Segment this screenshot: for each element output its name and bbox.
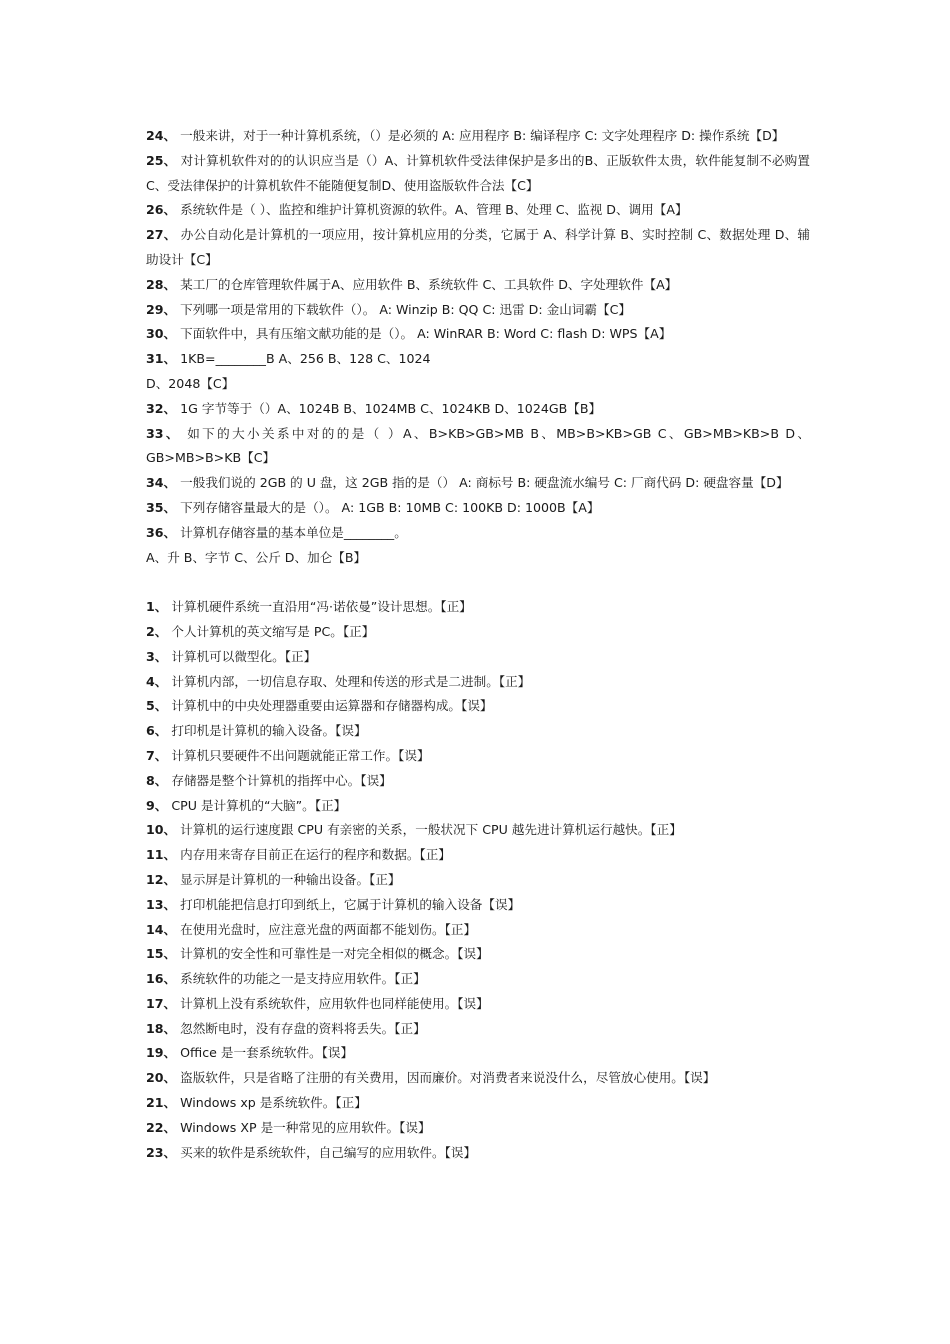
question-item: [146, 397, 810, 422]
question-text: 下列存储容量最大的是（）。 A: 1GB B: 10MB C: 100KB D: 1000B【A】: [176, 499, 600, 515]
statement-item: [146, 992, 810, 1017]
question-text: 一般我们说的 2GB 的 U 盘，这 2GB 指的是（） A: 商标号 B: 硬盘流水编号 C: 厂商代码 D: 硬盘容量【D】: [176, 475, 789, 491]
question-item: [146, 223, 810, 273]
true-false-section: [146, 595, 810, 1165]
question-number: 6、: [146, 723, 168, 739]
question-number: 16、: [146, 971, 177, 987]
statement-item: [146, 918, 810, 943]
question-number: 14、: [146, 921, 177, 937]
question-number: 3、: [146, 648, 168, 664]
question-number: 31、: [146, 351, 177, 367]
statement-item: [146, 620, 810, 645]
document-body: [146, 124, 810, 1165]
question-text: D、2048【C】: [146, 375, 235, 391]
question-number: 26、: [146, 202, 177, 218]
statement-item: [146, 893, 810, 918]
question-number: 19、: [146, 1045, 177, 1061]
question-number: 10、: [146, 822, 177, 838]
question-number: 15、: [146, 946, 177, 962]
question-number: 13、: [146, 896, 177, 912]
statement-item: [146, 1141, 810, 1166]
statement-item: [146, 1041, 810, 1066]
question-text: 计算机的运行速度跟 CPU 有亲密的关系，一般状况下 CPU 越先进计算机运行越快。【正】: [176, 822, 682, 838]
statement-item: [146, 794, 810, 819]
statement-item: [146, 1091, 810, 1116]
question-number: 12、: [146, 871, 177, 887]
question-item: [146, 471, 810, 496]
question-number: 11、: [146, 847, 177, 863]
question-item: [146, 521, 810, 546]
question-number: 7、: [146, 747, 168, 763]
question-item: [146, 298, 810, 323]
question-text: 计算机只要硬件不出问题就能正常工作。【误】: [167, 747, 430, 763]
question-number: 8、: [146, 772, 168, 788]
statement-item: [146, 719, 810, 744]
question-number: 32、: [146, 400, 177, 416]
question-number: 23、: [146, 1144, 177, 1160]
question-number: 27、: [146, 227, 177, 243]
statement-item: [146, 1017, 810, 1042]
question-text: 内存用来寄存目前正在运行的程序和数据。【正】: [176, 847, 451, 863]
question-number: 1、: [146, 599, 168, 615]
question-text: 系统软件是（ ）、监控和维护计算机资源的软件。A、管理 B、处理 C、监视 D、调用【A】: [176, 202, 688, 218]
question-text: 个人计算机的英文缩写是 PC。【正】: [167, 623, 375, 639]
multiple-choice-section: [146, 124, 810, 570]
statement-item: [146, 694, 810, 719]
question-item: [146, 347, 810, 372]
question-item: [146, 198, 810, 223]
question-number: 18、: [146, 1020, 177, 1036]
question-text: 计算机硬件系统一直沿用“冯·诺依曼”设计思想。【正】: [167, 599, 472, 615]
question-text: 对计算机软件对的的认识应当是（）A、计算机软件受法律保护是多出的B、正版软件太贵，软件能复制不必购置C、受法律保护的计算机软件不能随便复制D、使用盗版软件合法【C】: [146, 152, 810, 193]
statement-item: [146, 843, 810, 868]
question-text: 1G 字节等于（）A、1024B B、1024MB C、1024KB D、1024GB【B】: [176, 400, 602, 416]
question-number: 35、: [146, 499, 177, 515]
question-number: 17、: [146, 995, 177, 1011]
question-text: Office 是一套系统软件。【误】: [176, 1045, 354, 1061]
question-item: [146, 322, 810, 347]
question-number: 24、: [146, 128, 177, 143]
question-text: 计算机可以微型化。【正】: [167, 648, 317, 664]
question-text: 计算机中的中央处理器重要由运算器和存储器构成。【误】: [167, 698, 493, 714]
question-item: [146, 372, 810, 397]
statement-item: [146, 1066, 810, 1091]
question-text: 在使用光盘时，应注意光盘的两面都不能划伤。【正】: [176, 921, 477, 937]
statement-item: [146, 670, 810, 695]
statement-item: [146, 967, 810, 992]
question-item: [146, 124, 810, 149]
question-text: 系统软件的功能之一是支持应用软件。【正】: [176, 971, 426, 987]
question-item: [146, 496, 810, 521]
question-number: 30、: [146, 326, 177, 342]
question-text: 某工厂的仓库管理软件属于A、应用软件 B、系统软件 C、工具软件 D、字处理软件【A】: [176, 276, 678, 292]
question-text: 1KB=________B A、256 B、128 C、1024: [176, 351, 431, 367]
statement-item: [146, 868, 810, 893]
question-text: Windows xp 是系统软件。【正】: [176, 1095, 367, 1111]
question-text: 计算机存储容量的基本单位是________。: [176, 524, 407, 540]
statement-item: [146, 1116, 810, 1141]
question-text: A、升 B、字节 C、公斤 D、加仑【B】: [146, 549, 367, 565]
question-text: Windows XP 是一种常见的应用软件。【误】: [176, 1119, 431, 1135]
question-number: 28、: [146, 276, 177, 292]
question-number: 20、: [146, 1070, 177, 1086]
statement-item: [146, 818, 810, 843]
question-number: 22、: [146, 1119, 177, 1135]
question-text: 计算机的安全性和可靠性是一对完全相似的概念。【误】: [176, 946, 489, 962]
question-text: 一般来讲，对于一种计算机系统，（）是必须的 A: 应用程序 B: 编译程序 C: 文字处理程序 D: 操作系统【D】: [176, 128, 785, 143]
question-text: 计算机内部，一切信息存取、处理和传送的形式是二进制。【正】: [167, 673, 531, 689]
question-text: 办公自动化是计算机的一项应用，按计算机应用的分类，它属于 A、科学计算 B、实时控制 C、数据处理 D、辅助设计【C】: [146, 227, 811, 267]
question-text: 存储器是整个计算机的指挥中心。【误】: [167, 772, 392, 788]
question-text: 打印机是计算机的输入设备。【误】: [167, 723, 367, 739]
question-number: 36、: [146, 524, 177, 540]
question-item: [146, 546, 810, 571]
question-number: 25、: [146, 152, 177, 168]
question-item: [146, 273, 810, 298]
statement-item: [146, 769, 810, 794]
question-item: [146, 422, 810, 472]
question-number: 5、: [146, 698, 168, 714]
question-text: 下面软件中，具有压缩文献功能的是（）。 A: WinRAR B: Word C: flash D: WPS【A】: [176, 326, 672, 342]
section-gap: [146, 570, 810, 595]
question-text: 下列哪一项是常用的下载软件（）。 A: Winzip B: QQ C: 迅雷 D: 金山词霸【C】: [176, 301, 631, 317]
question-text: CPU 是计算机的“大脑”。【正】: [167, 797, 347, 813]
question-number: 9、: [146, 797, 168, 813]
question-number: 21、: [146, 1095, 177, 1111]
question-text: 打印机能把信息打印到纸上，它属于计算机的输入设备【误】: [176, 896, 521, 912]
question-text: 盗版软件，只是省略了注册的有关费用，因而廉价。对消费者来说没什么，尽管放心使用。【误】: [176, 1070, 716, 1086]
question-text: 计算机上没有系统软件，应用软件也同样能使用。【误】: [176, 995, 489, 1011]
question-item: [146, 149, 810, 199]
statement-item: [146, 744, 810, 769]
question-number: 2、: [146, 623, 168, 639]
question-number: 4、: [146, 673, 168, 689]
statement-item: [146, 595, 810, 620]
statement-item: [146, 645, 810, 670]
question-text: 显示屏是计算机的一种输出设备。【正】: [176, 871, 401, 887]
question-number: 33、: [146, 425, 181, 441]
question-text: 忽然断电时，没有存盘的资料将丢失。【正】: [176, 1020, 426, 1036]
statement-item: [146, 942, 810, 967]
question-text: 买来的软件是系统软件，自己编写的应用软件。【误】: [176, 1144, 477, 1160]
question-number: 34、: [146, 475, 177, 491]
question-number: 29、: [146, 301, 177, 317]
question-text: 如下的大小关系中对的的是（ ）A、B>KB>GB>MB B、MB>B>KB>GB C、GB>MB>KB>B D、GB>MB>B>KB【C】: [146, 425, 810, 466]
